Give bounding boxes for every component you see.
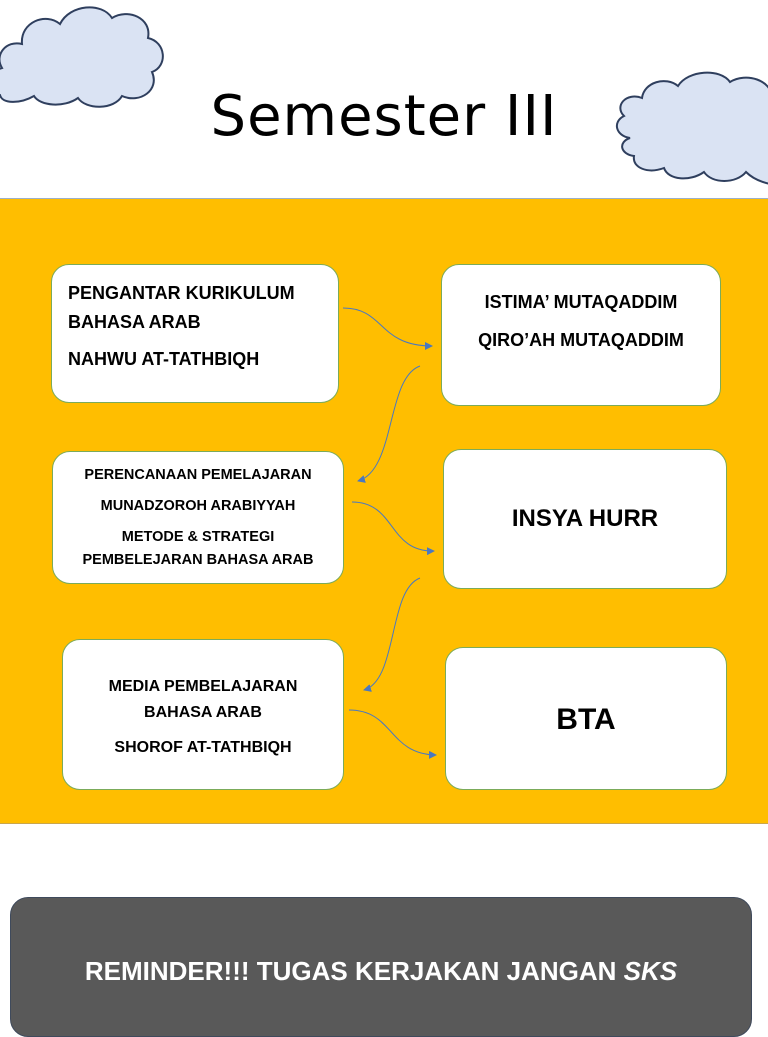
- course-line: PERENCANAAN PEMELAJARAN: [84, 467, 312, 483]
- connector-arrow: [349, 710, 436, 755]
- connector-arrow: [358, 366, 420, 481]
- reminder-text: [11, 956, 751, 987]
- course-line: BTA: [556, 703, 616, 736]
- course-line: MEDIA PEMBELAJARAN: [108, 678, 298, 695]
- reminder-banner: [10, 897, 752, 1037]
- reminder-emphasis: SKS: [623, 956, 678, 986]
- course-line: MUNADZOROH ARABIYYAH: [100, 498, 296, 514]
- course-line: NAHWU AT-TATHBIQH: [68, 349, 260, 369]
- course-line: QIRO’AH MUTAQADDIM: [478, 330, 684, 350]
- page-title: Semester III: [210, 84, 558, 149]
- course-line: PENGANTAR KURIKULUM: [68, 283, 295, 303]
- connector-arrow: [343, 308, 432, 346]
- connector-arrow: [364, 578, 420, 690]
- reminder-label: REMINDER!!! TUGAS KERJAKAN JANGAN: [84, 956, 624, 986]
- course-line: BAHASA ARAB: [68, 312, 201, 332]
- course-line: ISTIMA’ MUTAQADDIM: [484, 292, 678, 312]
- course-line: BAHASA ARAB: [144, 704, 262, 721]
- course-line: SHOROF AT-TATHBIQH: [114, 739, 292, 756]
- course-line: INSYA HURR: [511, 505, 659, 532]
- course-line: METODE & STRATEGI: [121, 529, 275, 545]
- course-line: PEMBELEJARAN BAHASA ARAB: [82, 552, 314, 568]
- connector-arrow: [352, 502, 434, 551]
